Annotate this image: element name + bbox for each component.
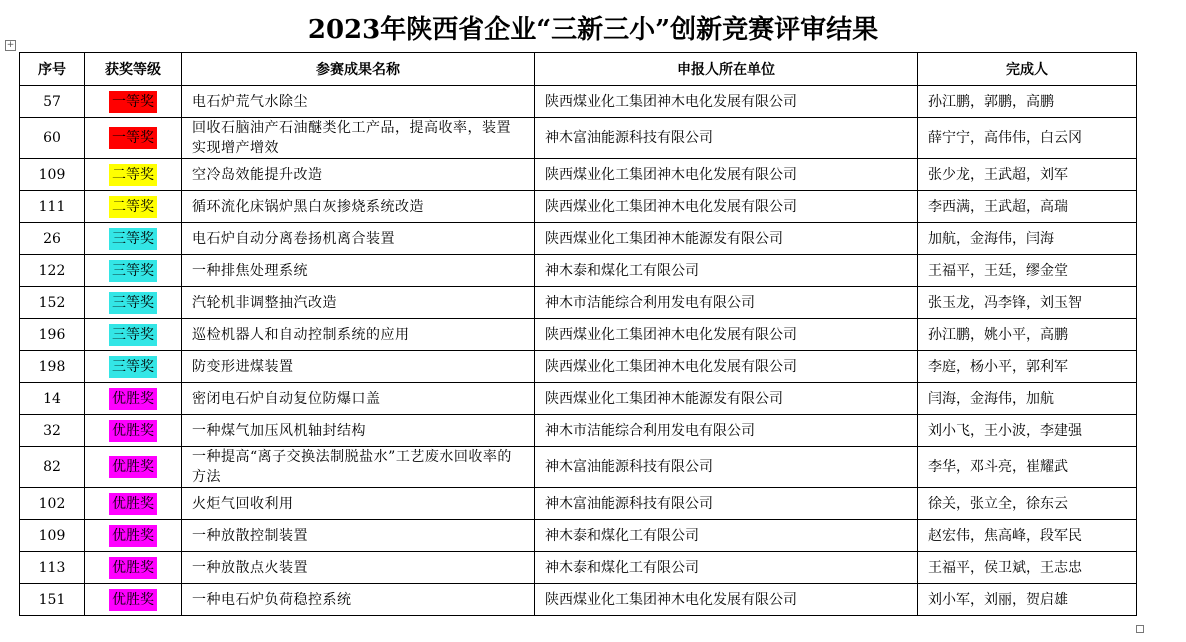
cell-no: 82 [20, 447, 85, 488]
cell-people: 李庭，杨小平，郭利军 [918, 351, 1137, 383]
cell-project-name: 一种提高“离子交换法制脱盐水”工艺废水回收率的方法 [182, 447, 535, 488]
cell-people: 薛宁宁，高伟伟，白云冈 [918, 118, 1137, 159]
cell-grade [85, 223, 182, 255]
cell-grade [85, 415, 182, 447]
cell-project-name: 一种排焦处理系统 [182, 255, 535, 287]
grade-highlight: 三等奖 [109, 228, 157, 250]
cell-people: 孙江鹏，姚小平，高鹏 [918, 319, 1137, 351]
cell-unit: 神木富油能源科技有限公司 [535, 488, 918, 520]
table-row [20, 159, 1137, 191]
cell-unit: 陕西煤业化工集团神木能源发有限公司 [535, 383, 918, 415]
table-row [20, 415, 1137, 447]
grade-highlight: 优胜奖 [109, 589, 157, 611]
cell-people: 刘小军，刘丽，贺启雄 [918, 584, 1137, 616]
grade-highlight: 优胜奖 [109, 557, 157, 579]
results-table [19, 52, 1137, 616]
cell-project-name: 回收石脑油产石油醚类化工产品，提高收率，装置实现增产增效 [182, 118, 535, 159]
table-row [20, 255, 1137, 287]
grade-highlight: 三等奖 [109, 356, 157, 378]
cell-project-name: 汽轮机非调整抽汽改造 [182, 287, 535, 319]
cell-project-name: 电石炉荒气水除尘 [182, 86, 535, 118]
cell-unit: 陕西煤业化工集团神木能源发有限公司 [535, 223, 918, 255]
grade-highlight: 三等奖 [109, 260, 157, 282]
cell-unit: 神木泰和煤化工有限公司 [535, 520, 918, 552]
table-row [20, 488, 1137, 520]
cell-no: 122 [20, 255, 85, 287]
cell-no: 57 [20, 86, 85, 118]
cell-grade [85, 351, 182, 383]
cell-no: 152 [20, 287, 85, 319]
cell-unit: 神木泰和煤化工有限公司 [535, 255, 918, 287]
cell-people: 王福平，王廷，缪金堂 [918, 255, 1137, 287]
cell-people: 李华，邓斗亮，崔耀武 [918, 447, 1137, 488]
cell-no: 14 [20, 383, 85, 415]
grade-highlight: 一等奖 [109, 91, 157, 113]
cell-no: 109 [20, 159, 85, 191]
cell-no: 102 [20, 488, 85, 520]
cell-people: 张玉龙，冯李锋，刘玉智 [918, 287, 1137, 319]
table-row [20, 552, 1137, 584]
cell-people: 徐关，张立全，徐东云 [918, 488, 1137, 520]
grade-highlight: 优胜奖 [109, 525, 157, 547]
grade-highlight: 优胜奖 [109, 493, 157, 515]
cell-grade [85, 383, 182, 415]
cell-no: 32 [20, 415, 85, 447]
header-grade: 获奖等级 [85, 53, 182, 86]
cell-grade [85, 255, 182, 287]
cell-no: 26 [20, 223, 85, 255]
cell-project-name: 循环流化床锅炉黑白灰掺烧系统改造 [182, 191, 535, 223]
cell-unit: 神木富油能源科技有限公司 [535, 447, 918, 488]
cell-project-name: 一种煤气加压风机轴封结构 [182, 415, 535, 447]
cell-grade [85, 319, 182, 351]
cell-no: 111 [20, 191, 85, 223]
cell-grade [85, 552, 182, 584]
cell-unit: 陕西煤业化工集团神木电化发展有限公司 [535, 351, 918, 383]
cell-grade [85, 447, 182, 488]
cell-unit: 神木市洁能综合利用发电有限公司 [535, 287, 918, 319]
grade-highlight: 一等奖 [109, 127, 157, 149]
header-people: 完成人 [918, 53, 1137, 86]
page-title: 2023年陕西省企业“三新三小”创新竞赛评审结果 [307, 15, 879, 45]
header-name: 参赛成果名称 [182, 53, 535, 86]
table-row [20, 383, 1137, 415]
cell-unit: 神木泰和煤化工有限公司 [535, 552, 918, 584]
cell-no: 196 [20, 319, 85, 351]
cell-no: 198 [20, 351, 85, 383]
cell-project-name: 空冷岛效能提升改造 [182, 159, 535, 191]
table-row [20, 319, 1137, 351]
header-unit: 申报人所在单位 [535, 53, 918, 86]
table-row [20, 86, 1137, 118]
table-row [20, 118, 1137, 159]
cell-people: 李西满，王武超，高瑞 [918, 191, 1137, 223]
cell-grade [85, 118, 182, 159]
cell-no: 151 [20, 584, 85, 616]
cell-project-name: 一种放散控制装置 [182, 520, 535, 552]
cell-no: 109 [20, 520, 85, 552]
cell-unit: 陕西煤业化工集团神木电化发展有限公司 [535, 584, 918, 616]
table-move-handle-icon[interactable]: + [6, 40, 15, 50]
table-row [20, 584, 1137, 616]
cell-grade [85, 287, 182, 319]
grade-highlight: 优胜奖 [109, 388, 157, 410]
cell-people: 王福平，侯卫斌，王志忠 [918, 552, 1137, 584]
cell-unit: 陕西煤业化工集团神木电化发展有限公司 [535, 191, 918, 223]
cell-unit: 陕西煤业化工集团神木电化发展有限公司 [535, 86, 918, 118]
grade-highlight: 三等奖 [109, 324, 157, 346]
cell-no: 60 [20, 118, 85, 159]
cell-people: 孙江鹏，郭鹏，高鹏 [918, 86, 1137, 118]
cell-project-name: 密闭电石炉自动复位防爆口盖 [182, 383, 535, 415]
table-row [20, 191, 1137, 223]
cell-people: 张少龙，王武超，刘军 [918, 159, 1137, 191]
cell-project-name: 防变形进煤装置 [182, 351, 535, 383]
cell-project-name: 电石炉自动分离卷扬机离合装置 [182, 223, 535, 255]
cell-project-name: 一种放散点火装置 [182, 552, 535, 584]
table-row [20, 447, 1137, 488]
cell-project-name: 火炬气回收利用 [182, 488, 535, 520]
table-row [20, 351, 1137, 383]
cell-grade [85, 86, 182, 118]
grade-highlight: 二等奖 [109, 196, 157, 218]
header-no: 序号 [20, 53, 85, 86]
grade-highlight: 优胜奖 [109, 456, 157, 478]
table-row [20, 287, 1137, 319]
cell-grade [85, 488, 182, 520]
cell-unit: 陕西煤业化工集团神木电化发展有限公司 [535, 159, 918, 191]
cell-grade [85, 520, 182, 552]
cell-people: 闫海，金海伟，加航 [918, 383, 1137, 415]
cell-grade [85, 159, 182, 191]
cell-grade [85, 191, 182, 223]
table-resize-handle-icon[interactable] [1136, 625, 1144, 633]
grade-highlight: 优胜奖 [109, 420, 157, 442]
table-row [20, 520, 1137, 552]
grade-highlight: 三等奖 [109, 292, 157, 314]
cell-people: 刘小飞，王小波，李建强 [918, 415, 1137, 447]
table-header-row [20, 53, 1137, 86]
cell-people: 赵宏伟，焦高峰，段军民 [918, 520, 1137, 552]
cell-project-name: 一种电石炉负荷稳控系统 [182, 584, 535, 616]
cell-people: 加航，金海伟，闫海 [918, 223, 1137, 255]
table-row [20, 223, 1137, 255]
cell-unit: 陕西煤业化工集团神木电化发展有限公司 [535, 319, 918, 351]
cell-no: 113 [20, 552, 85, 584]
cell-project-name: 巡检机器人和自动控制系统的应用 [182, 319, 535, 351]
cell-unit: 神木富油能源科技有限公司 [535, 118, 918, 159]
cell-grade [85, 584, 182, 616]
cell-unit: 神木市洁能综合利用发电有限公司 [535, 415, 918, 447]
grade-highlight: 二等奖 [109, 164, 157, 186]
